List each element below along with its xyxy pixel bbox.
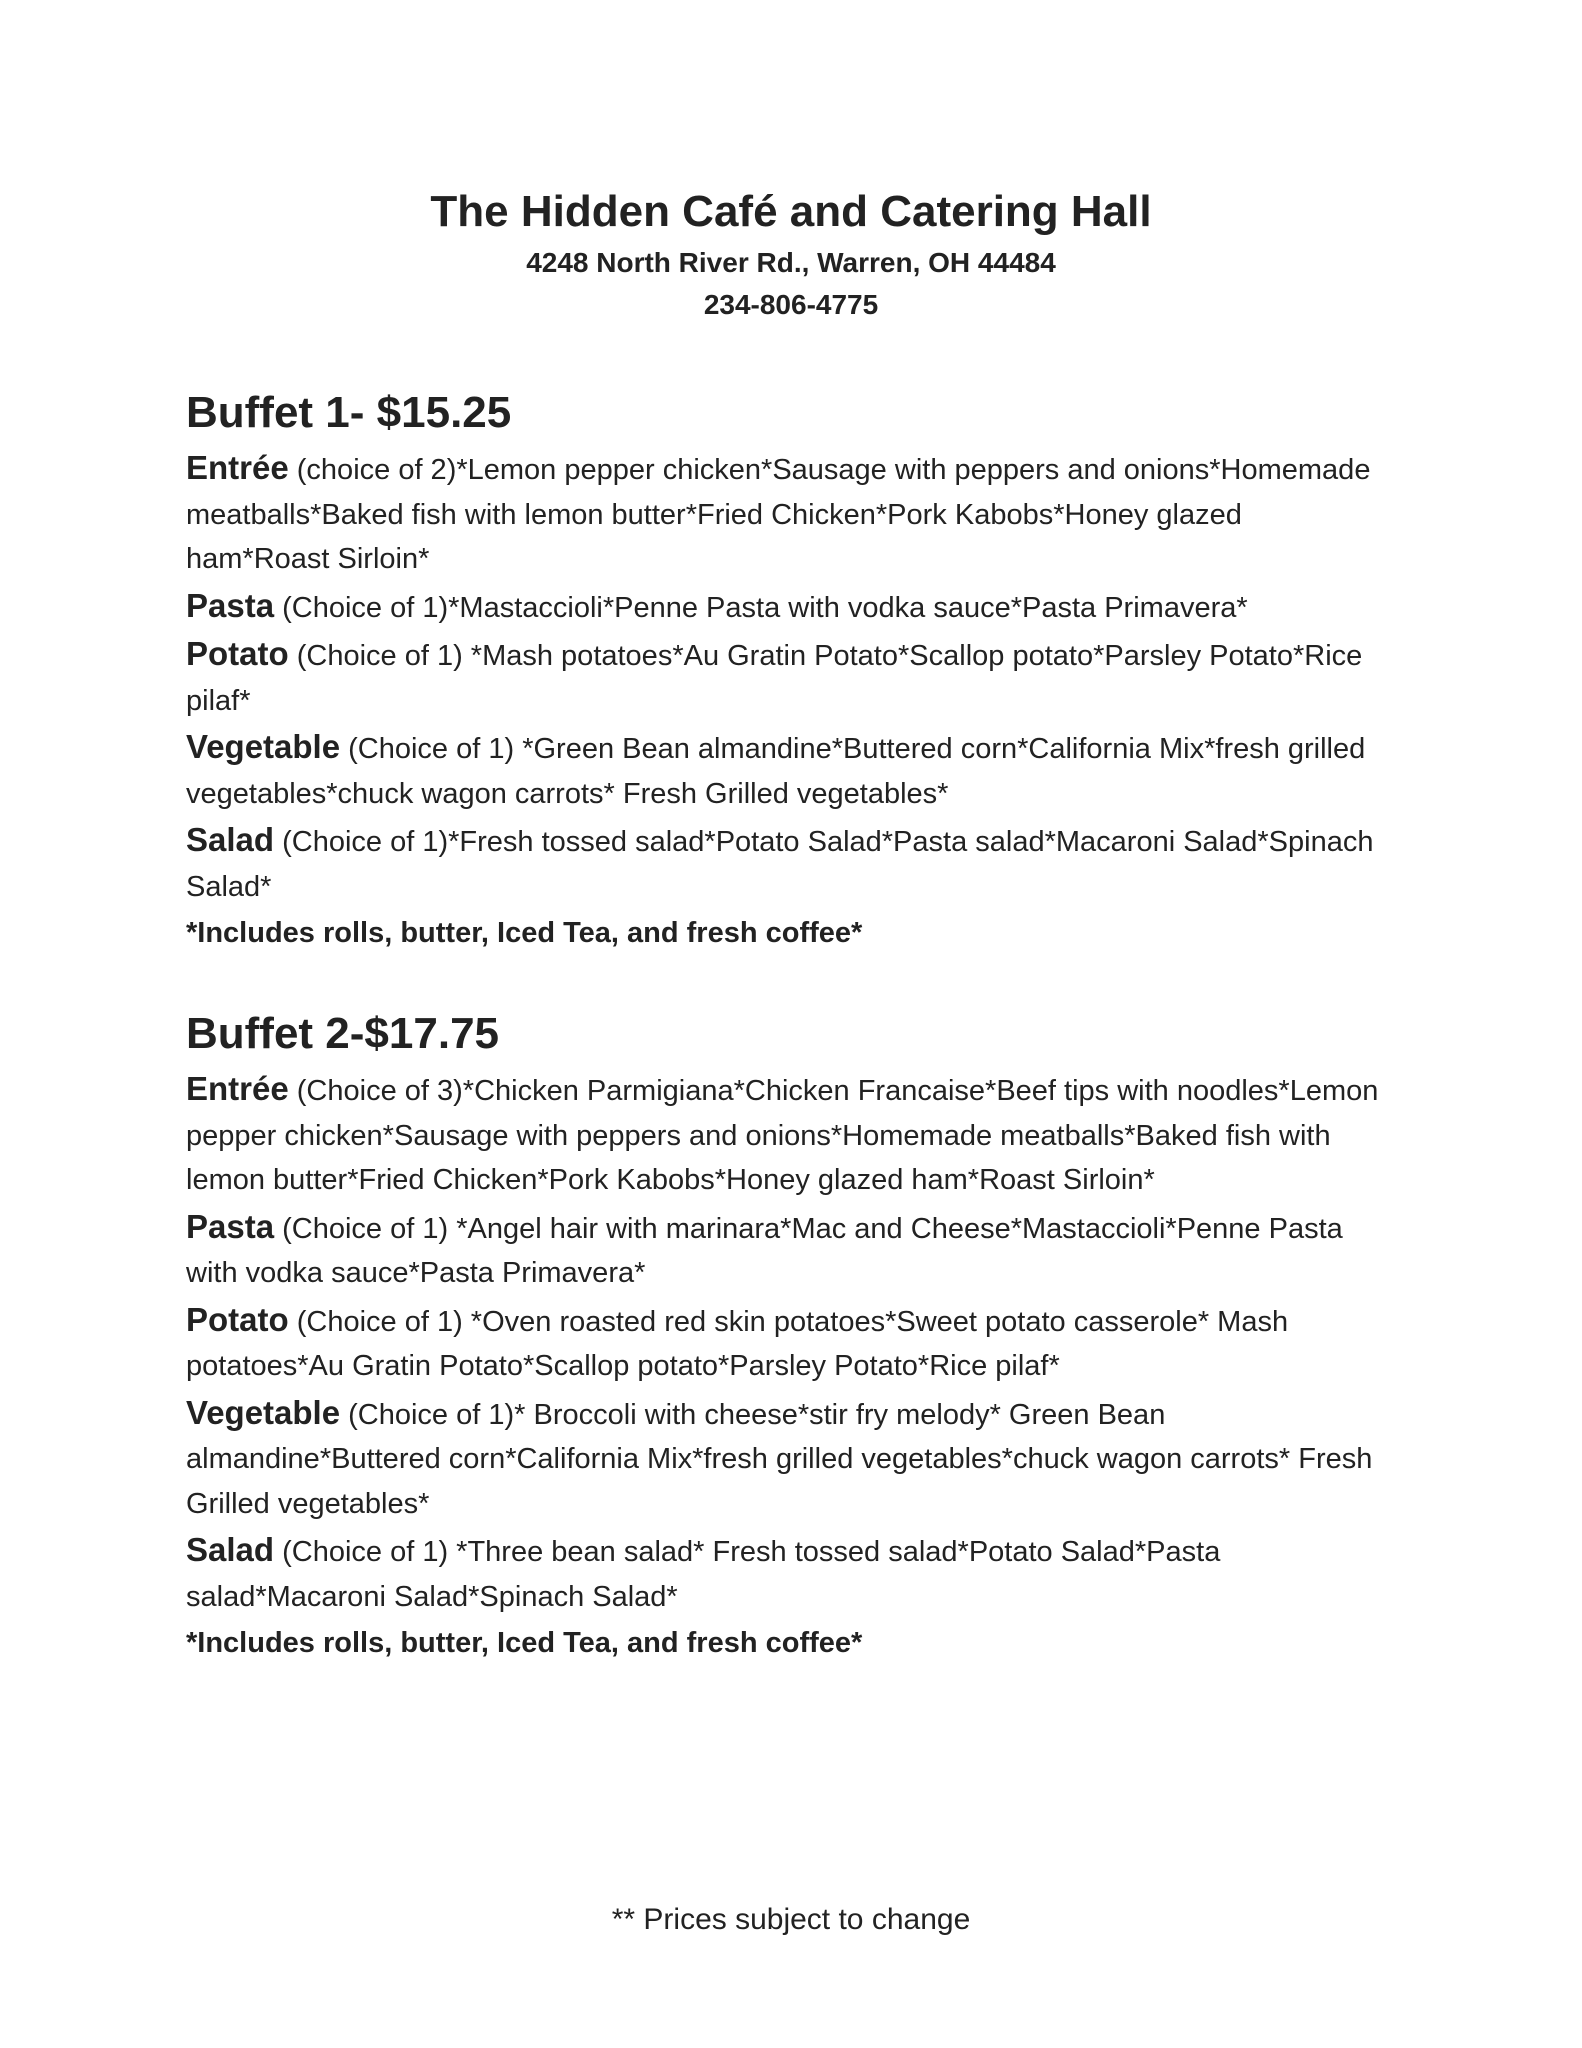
course-options: (Choice of 1)* Broccoli with cheese*stir fry melody* Green Bean almandine*Buttered corn*California Mix*fresh grilled vegetables*chuck wagon carrots* Fresh Grilled vegetables* <box>186 1398 1373 1520</box>
course-name: Vegetable <box>186 1393 341 1431</box>
course-name: Pasta <box>186 586 275 624</box>
buffet-2-salad <box>186 1528 1386 1619</box>
course-options: (Choice of 1) *Angel hair with marinara*Mac and Cheese*Mastaccioli*Penne Pasta with vodka sauce*Pasta Primavera* <box>186 1212 1343 1289</box>
menu-header <box>0 182 1582 326</box>
restaurant-name: The Hidden Café and Catering Hall <box>430 187 1152 236</box>
buffet-1-section <box>186 384 1386 955</box>
buffet-2-potato <box>186 1298 1386 1389</box>
course-options: (Choice of 1) *Mash potatoes*Au Gratin Potato*Scallop potato*Parsley Potato*Rice pilaf* <box>186 640 1363 717</box>
buffet-1-salad <box>186 818 1386 909</box>
buffet-2-entree <box>186 1067 1386 1203</box>
buffet-2-title: Buffet 2-$17.75 <box>186 1009 500 1058</box>
buffet-2-section <box>186 1005 1386 1665</box>
price-note: ** Prices subject to change <box>611 1903 971 1936</box>
course-name: Entrée <box>186 1070 289 1107</box>
course-name: Potato <box>186 635 289 672</box>
buffet-2-vegetable <box>186 1391 1386 1527</box>
buffet-1-pasta <box>186 584 1386 631</box>
course-options: (Choice of 1) *Oven roasted red skin potatoes*Sweet potato casserole* Mash potatoes*Au Gratin Potato*Scallop potato*Parsley Potato*Rice pilaf* <box>186 1305 1289 1382</box>
course-name: Salad <box>186 1531 275 1568</box>
course-options: (Choice of 1)*Fresh tossed salad*Potato Salad*Pasta salad*Macaroni Salad*Spinach Salad* <box>186 826 1374 903</box>
course-options: (choice of 2)*Lemon pepper chicken*Sausage with peppers and onions*Homemade meatballs*Baked fish with lemon butter*Fried Chicken*Pork Kabobs*Honey glazed ham*Roast Sirloin* <box>186 454 1371 575</box>
buffet-1-includes: *Includes rolls, butter, Iced Tea, and fresh coffee* <box>186 917 863 949</box>
course-name: Potato <box>186 1300 289 1338</box>
buffet-2-includes: *Includes rolls, butter, Iced Tea, and fresh coffee* <box>186 1627 863 1659</box>
course-name: Pasta <box>186 1207 275 1245</box>
menu-content <box>186 384 1386 1715</box>
restaurant-address: 4248 North River Rd., Warren, OH 44484 <box>526 247 1056 278</box>
buffet-2-pasta <box>186 1205 1386 1296</box>
buffet-1-potato <box>186 632 1386 723</box>
course-options: (Choice of 3)*Chicken Parmigiana*Chicken Francaise*Beef tips with noodles*Lemon pepper chicken*Sausage with peppers and onions*Homemade meatballs*Baked fish with lemon butter*Fried Chicken*Pork Kabobs*Honey glazed ham*Roast Sirloin* <box>186 1075 1379 1196</box>
buffet-1-entree <box>186 446 1386 582</box>
course-options: (Choice of 1)*Mastaccioli*Penne Pasta with vodka sauce*Pasta Primavera* <box>274 591 1248 624</box>
course-name: Salad <box>186 821 275 858</box>
course-options: (Choice of 1) *Three bean salad* Fresh tossed salad*Potato Salad*Pasta salad*Macaroni Salad*Spinach Salad* <box>186 1536 1221 1613</box>
restaurant-phone: 234-806-4775 <box>703 289 879 320</box>
buffet-1-title: Buffet 1- $15.25 <box>186 388 512 437</box>
course-name: Entrée <box>186 449 289 486</box>
buffet-1-vegetable <box>186 725 1386 816</box>
course-name: Vegetable <box>186 728 341 765</box>
course-options: (Choice of 1) *Green Bean almandine*Buttered corn*California Mix*fresh grilled vegetables*chuck wagon carrots* Fresh Grilled vegetables* <box>186 733 1366 810</box>
